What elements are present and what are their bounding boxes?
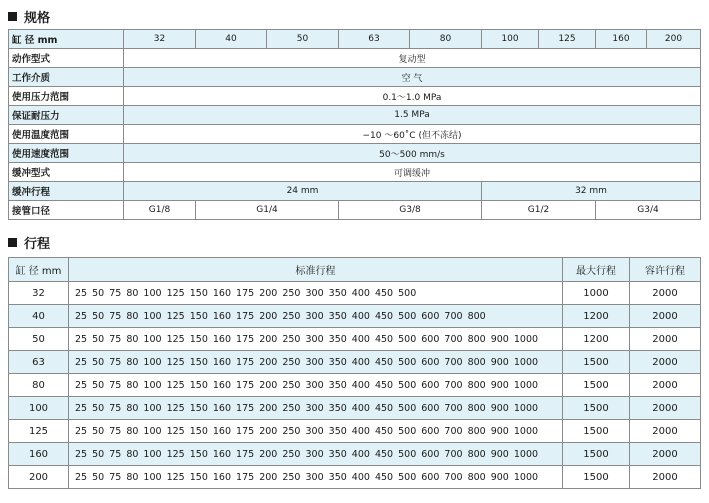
- stroke-row: [9, 466, 701, 489]
- stroke-standard: 25 50 75 80 100 125 150 160 175 200 250 300 350 400 450 500 600 700 800 900 1000: [69, 328, 563, 351]
- stroke-header-row: [9, 258, 701, 282]
- stroke-bore: 160: [9, 443, 69, 466]
- stroke-max: 1500: [563, 397, 630, 420]
- spec-section-title: [8, 7, 50, 25]
- stroke-table: [8, 257, 701, 489]
- bore-cell: 160: [596, 30, 647, 49]
- stroke-allow: 2000: [630, 328, 701, 351]
- spec-row-label: 缓冲型式: [9, 163, 124, 182]
- stroke-bore: 125: [9, 420, 69, 443]
- spec-row: [9, 49, 701, 68]
- stroke-max: 1500: [563, 443, 630, 466]
- spec-row-label: 工作介质: [9, 68, 124, 87]
- port-size-value: G1/8: [124, 201, 196, 220]
- spec-row-value: 50～500 mm/s: [124, 144, 701, 163]
- spec-row: [9, 163, 701, 182]
- stroke-bore: 40: [9, 305, 69, 328]
- square-bullet-icon: [8, 238, 17, 247]
- stroke-row: [9, 374, 701, 397]
- bore-cell: 63: [339, 30, 410, 49]
- stroke-header-cell: 缸 径 mm: [9, 258, 69, 282]
- stroke-standard: 25 50 75 80 100 125 150 160 175 200 250 300 350 400 450 500 600 700 800 900 1000: [69, 374, 563, 397]
- bore-cell: 32: [124, 30, 196, 49]
- spec-table: [8, 29, 701, 220]
- stroke-row: [9, 397, 701, 420]
- stroke-standard: 25 50 75 80 100 125 150 160 175 200 250 300 350 400 450 500 600 700 800 900 1000: [69, 397, 563, 420]
- stroke-allow: 2000: [630, 305, 701, 328]
- stroke-header-cell: 容许行程: [630, 258, 701, 282]
- spec-row-value: 0.1～1.0 MPa: [124, 87, 701, 106]
- stroke-bore: 63: [9, 351, 69, 374]
- stroke-row: [9, 351, 701, 374]
- stroke-allow: 2000: [630, 466, 701, 489]
- cushion-stroke-large: 32 mm: [482, 182, 701, 201]
- stroke-section-title: [8, 233, 50, 251]
- square-bullet-icon: [8, 12, 17, 21]
- spec-row: [9, 68, 701, 87]
- stroke-max: 1500: [563, 374, 630, 397]
- spec-row-value: 复动型: [124, 49, 701, 68]
- stroke-row: [9, 443, 701, 466]
- bore-cell: 50: [267, 30, 339, 49]
- stroke-bore: 200: [9, 466, 69, 489]
- spec-row-label: 动作型式: [9, 49, 124, 68]
- port-size-value: G3/4: [596, 201, 701, 220]
- port-size-value: G1/2: [482, 201, 596, 220]
- stroke-row: [9, 328, 701, 351]
- stroke-title-text: 行程: [24, 236, 51, 252]
- stroke-bore: 50: [9, 328, 69, 351]
- bore-cell: 80: [410, 30, 482, 49]
- cushion-stroke-row: [9, 182, 701, 201]
- bore-cell: 125: [539, 30, 596, 49]
- stroke-max: 1200: [563, 328, 630, 351]
- cushion-stroke-small: 24 mm: [124, 182, 482, 201]
- spec-title-text: 规格: [24, 10, 51, 26]
- bore-cell: 40: [196, 30, 267, 49]
- spec-row-label: 使用温度范围: [9, 125, 124, 144]
- stroke-allow: 2000: [630, 374, 701, 397]
- spec-row-value: 1.5 MPa: [124, 106, 701, 125]
- stroke-standard: 25 50 75 80 100 125 150 160 175 200 250 300 350 400 450 500 600 700 800 900 1000: [69, 351, 563, 374]
- stroke-standard: 25 50 75 80 100 125 150 160 175 200 250 300 350 400 450 500 600 700 800 900 1000: [69, 466, 563, 489]
- stroke-allow: 2000: [630, 397, 701, 420]
- bore-cell: 200: [647, 30, 701, 49]
- stroke-max: 1000: [563, 282, 630, 305]
- spec-row: [9, 106, 701, 125]
- stroke-bore: 80: [9, 374, 69, 397]
- bore-label: 缸 径 mm: [9, 30, 124, 49]
- cushion-stroke-label: 缓冲行程: [9, 182, 124, 201]
- spec-row: [9, 87, 701, 106]
- stroke-header-cell: 标准行程: [69, 258, 563, 282]
- stroke-allow: 2000: [630, 420, 701, 443]
- stroke-standard: 25 50 75 80 100 125 150 160 175 200 250 300 350 400 450 500: [69, 282, 563, 305]
- port-size-label: 接管口径: [9, 201, 124, 220]
- stroke-row: [9, 305, 701, 328]
- stroke-bore: 100: [9, 397, 69, 420]
- stroke-max: 1500: [563, 466, 630, 489]
- stroke-row: [9, 282, 701, 305]
- port-size-value: G1/4: [196, 201, 339, 220]
- bore-cell: 100: [482, 30, 539, 49]
- spec-row: [9, 125, 701, 144]
- port-size-row: [9, 201, 701, 220]
- stroke-allow: 2000: [630, 282, 701, 305]
- stroke-max: 1500: [563, 420, 630, 443]
- stroke-bore: 32: [9, 282, 69, 305]
- spec-row-label: 使用速度范围: [9, 144, 124, 163]
- spec-row-value: 空 气: [124, 68, 701, 87]
- spec-row-value: 可调缓冲: [124, 163, 701, 182]
- spec-header-row: [9, 30, 701, 49]
- stroke-standard: 25 50 75 80 100 125 150 160 175 200 250 300 350 400 450 500 600 700 800: [69, 305, 563, 328]
- spec-row: [9, 144, 701, 163]
- stroke-standard: 25 50 75 80 100 125 150 160 175 200 250 300 350 400 450 500 600 700 800 900 1000: [69, 420, 563, 443]
- stroke-header-cell: 最大行程: [563, 258, 630, 282]
- stroke-allow: 2000: [630, 443, 701, 466]
- port-size-value: G3/8: [339, 201, 482, 220]
- stroke-allow: 2000: [630, 351, 701, 374]
- stroke-max: 1500: [563, 351, 630, 374]
- stroke-standard: 25 50 75 80 100 125 150 160 175 200 250 300 350 400 450 500 600 700 800 900 1000: [69, 443, 563, 466]
- stroke-row: [9, 420, 701, 443]
- spec-row-label: 使用压力范围: [9, 87, 124, 106]
- spec-row-label: 保证耐压力: [9, 106, 124, 125]
- spec-row-value: −10 ～60˚C (但不冻结): [124, 125, 701, 144]
- stroke-max: 1200: [563, 305, 630, 328]
